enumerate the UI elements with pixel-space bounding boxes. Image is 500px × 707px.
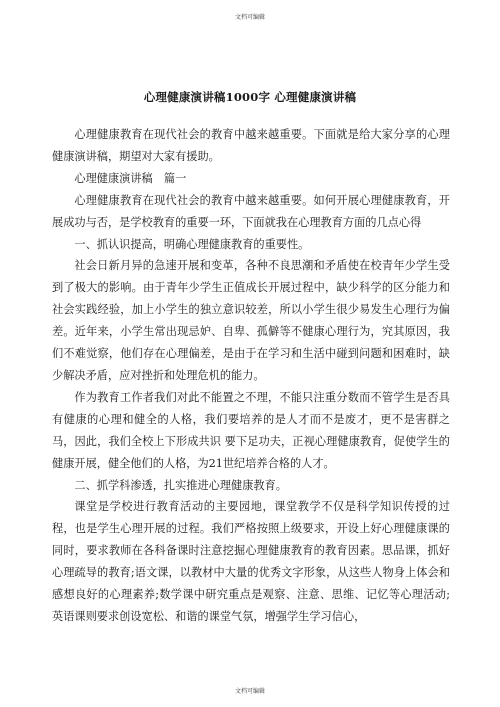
section-heading-part-one: 心理健康演讲稿 篇一 — [74, 171, 187, 185]
body-paragraph: 社会日新月异的急速开展和变革，各种不良思潮和矛盾使在校青年少学生受到了极大的影响。由于青年少学生正值成长开展过程中，缺少科学的区分能力和社会实践经验，加上小学生的独立意识较差，所以小学生很少易发生心理行为偏差。近年来，小学生常出现忌妒、自卑、孤僻等不健康心理行为，究其原因，我们不难觉察，他们存在心理偏差，是由于在学习和生活中碰到问题和困难时，缺少解决矛盾，应对挫折和处理危机的能力。 — [52, 259, 450, 382]
document-body — [52, 124, 450, 628]
page-header-mark: 文档可编辑 — [234, 14, 265, 21]
body-paragraph: 作为教育工作者我们对此不能置之不理，不能只注重分数而不管学生是否具有健康的心理和健全的人格，我们要培养的是人才而不是废才，更不是害群之马，因此，我们全校上下形成共识 要下足功夫，正视心理健康教育，促使学生的健康开展，健全他们的人格，为21世纪培养合格的人才。 — [52, 390, 450, 470]
document-title: 心理健康演讲稿1000字 心理健康演讲稿 — [143, 90, 357, 104]
body-paragraph: 心理健康教育在现代社会的教育中越来越重要。如何开展心理健康教育，开展成功与否，是学校教育的重要一环，下面就我在心理教育方面的几点心得 — [52, 193, 450, 229]
intro-paragraph: 心理健康教育在现代社会的教育中越来越重要。下面就是给大家分享的心理健康演讲稿，期望对大家有援助。 — [52, 128, 450, 163]
section-heading: 二、抓学科渗透，扎实推进心理健康教育。 — [74, 478, 287, 492]
body-paragraph: 课堂是学校进行教育活动的主要园地，课堂教学不仅是科学知识传授的过程，也是学生心理开展的过程。我们严格按照上级要求，开设上好心理健康课的同时，要求教师在各科备课时注意挖掘心理健康教育的教育因素。思品课，抓好心理疏导的教育;语文课，以教材中大量的优秀文字形象，从这些人物身上体会和感想良好的心理素养;数学课中研究重点是观察、注意、思维、记忆等心理活动;英语课则要求创设宽松、和谐的课堂气氛，增强学生学习信心， — [52, 500, 450, 623]
section-heading: 一、抓认识提高，明确心理健康教育的重要性。 — [74, 237, 310, 251]
page-footer-mark: 文档可编辑 — [234, 688, 265, 695]
